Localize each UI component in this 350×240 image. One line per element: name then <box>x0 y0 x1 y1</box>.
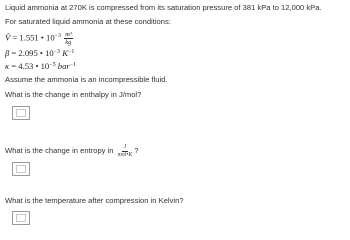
entropy-unit-denominator: mol•K <box>117 151 133 158</box>
volume-equation <box>5 31 73 46</box>
entropy-question-mark: ? <box>134 146 139 155</box>
kappa-value: = 4.53 • 10 <box>9 61 50 71</box>
assumption-text: Assume the ammonia is an incompressible fluid. <box>5 75 168 84</box>
volume-symbol: V̂ <box>5 32 11 43</box>
entropy-unit <box>118 144 133 158</box>
kappa-exponent: −5 <box>49 62 56 68</box>
temperature-answer-input[interactable] <box>12 211 30 225</box>
question-enthalpy: What is the change in enthalpy in J/mol? <box>5 90 142 99</box>
entropy-unit-numerator: J <box>123 144 127 150</box>
volume-value: = 1.551 • 10 <box>10 32 55 43</box>
kappa-symbol: κ <box>5 61 10 71</box>
beta-symbol: β <box>5 48 10 58</box>
volume-unit-numerator: m³ <box>65 31 72 38</box>
beta-unit-exponent: −1 <box>67 49 75 55</box>
question-entropy <box>5 144 138 158</box>
kappa-unit: bar <box>57 61 70 71</box>
kappa-unit-exponent: −1 <box>69 62 77 68</box>
beta-value: = 2.095 • 10 <box>9 48 54 58</box>
kappa-equation <box>5 60 76 74</box>
enthalpy-answer-input[interactable] <box>12 106 30 120</box>
entropy-answer-input[interactable] <box>12 162 30 176</box>
conditions-intro: For saturated liquid ammonia at these conditions: <box>5 17 171 26</box>
volume-unit-denominator: kg <box>65 39 72 46</box>
volume-exponent: −3 <box>54 33 62 40</box>
beta-exponent: −3 <box>53 49 61 55</box>
beta-unit: K <box>62 48 68 58</box>
problem-intro: Liquid ammonia at 270K is compressed from its saturation pressure of 381 kPa to 12,000 kPa. <box>5 3 322 12</box>
question-temperature: What is the temperature after compression in Kelvin? <box>5 196 184 205</box>
volume-unit <box>64 31 72 46</box>
beta-equation <box>5 47 74 61</box>
question-entropy-text: What is the change in entropy in <box>5 146 114 155</box>
